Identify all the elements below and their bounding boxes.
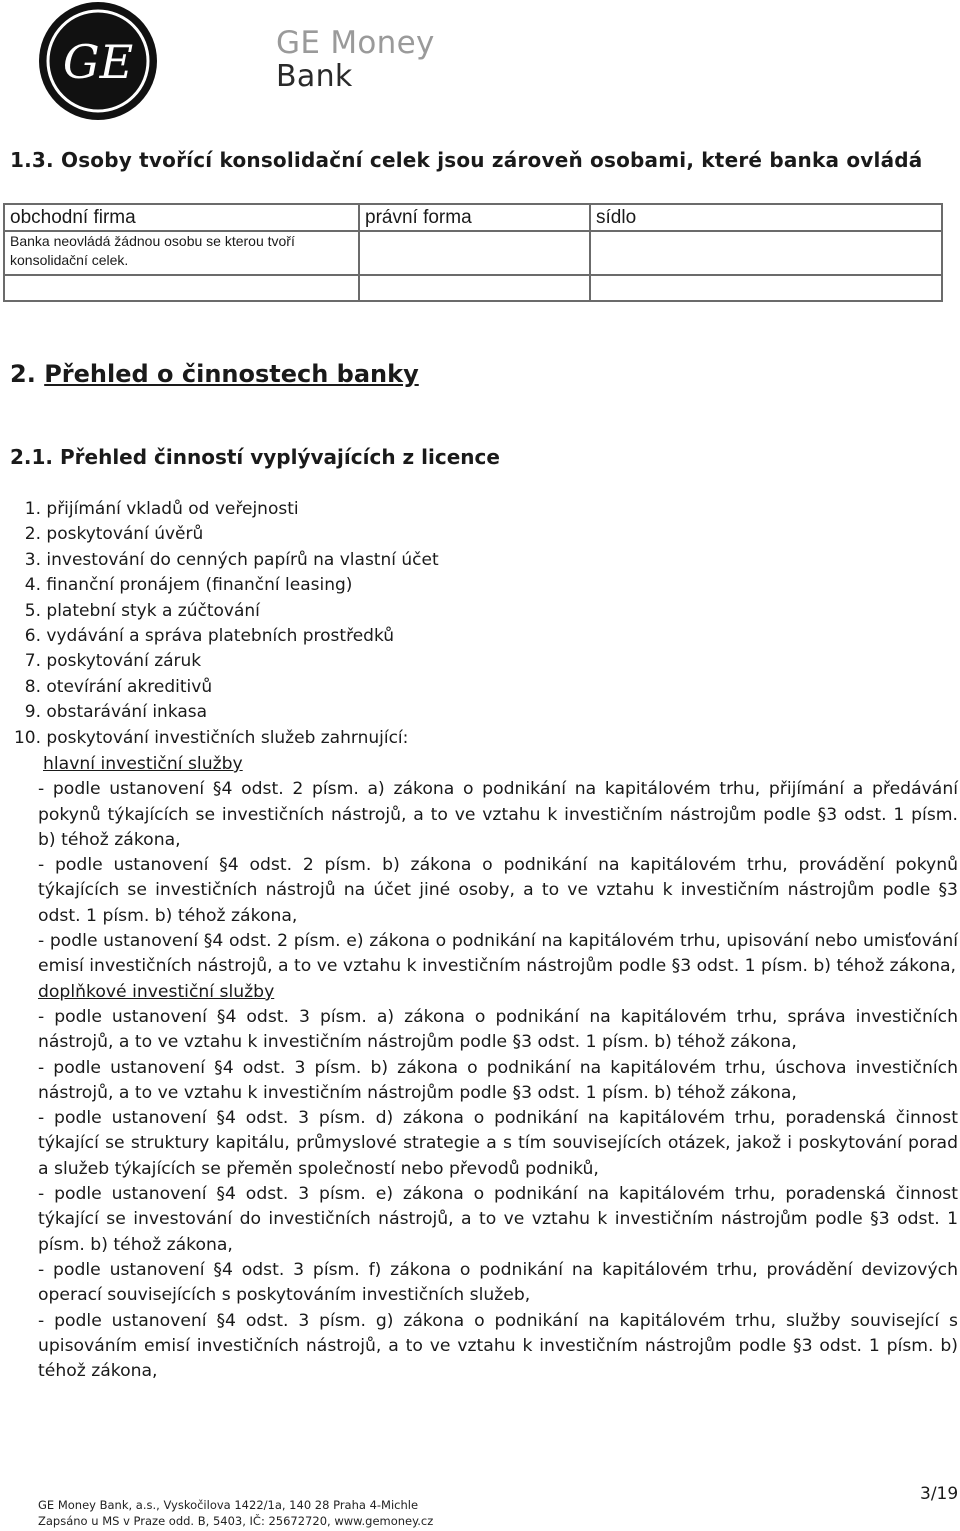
list-item: 10. poskytování investičních služeb zahrnující: [13,727,409,748]
main-services-heading: hlavní investiční služby [43,754,243,774]
list-item: 5. platební styk a zúčtování [24,600,260,621]
col-header-seat: sídlo [590,204,942,231]
col-header-company: obchodní firma [4,204,359,231]
table-cell [590,275,942,301]
service-paragraph: - podle ustanovení §4 odst. 3 písm. e) zákona o podnikání na kapitálovém trhu, poradenská činnost týkající se investování do investičních nástrojů, a to ve vztahu k investičním nástrojům podle §3 odst. 1 písm. b) téhož zákona, [38,1184,958,1255]
list-item: 1. přijímání vkladů od veřejnosti [24,499,299,519]
footer [38,1497,433,1529]
licence-list [12,497,439,751]
additional-services-heading: doplňkové investiční služby [38,981,275,1002]
list-item: 2. poskytování úvěrů [24,524,204,545]
footer-address: GE Money Bank, a.s., Vyskočilova 1422/1a, 140 28 Praha 4-Michle [38,1498,419,1512]
page-number: 3/19 [920,1484,959,1504]
section-2-number: 2. [10,360,36,388]
brand-line-2: Bank [276,59,353,94]
table-cell [590,231,942,275]
ge-logo-icon [37,0,159,122]
service-paragraph: - podle ustanovení §4 odst. 3 písm. d) zákona o podnikání na kapitálovém trhu, poradenská činnost týkající se struktury kapitálu, průmyslové strategie a s tím souvisejících otázek, jakož i poskytování porad a služeb týkajících se přeměn společností nebo převodů podniků, [38,1108,958,1179]
footer-registration: Zapsáno u MS v Praze odd. B, 5403, IČ: 25672720, www.gemoney.cz [38,1514,434,1528]
service-paragraph: - podle ustanovení §4 odst. 3 písm. f) zákona o podnikání na kapitálovém trhu, provádění devizových operací souvisejících s poskytováním investičních služeb, [38,1259,958,1306]
table-cell [4,275,359,301]
logo-text: GE [62,35,134,89]
list-item: 7. poskytování záruk [24,651,202,672]
service-paragraph: - podle ustanovení §4 odst. 3 písm. b) zákona o podnikání na kapitálovém trhu, úschova investičních nástrojů, a to ve vztahu k investičním nástrojům podle §3 odst. 1 písm. b) téhož zákona, [38,1057,958,1103]
section-2-heading: Přehled o činnostech banky [44,360,419,388]
list-item: 4. finanční pronájem (finanční leasing) [24,575,353,596]
consolidation-table [3,203,943,302]
brand-line-1: GE Money [276,25,435,61]
list-item: 8. otevírání akreditivů [24,676,213,697]
section-2-1-title: 2.1. Přehled činností vyplývajících z licence [10,445,500,469]
service-paragraph: - podle ustanovení §4 odst. 3 písm. g) zákona o podnikání na kapitálovém trhu, služby související s upisováním emisí investičních nástrojů, a to ve vztahu k investičním nástrojům podle §3 odst. 1 písm. b) téhož zákona, [38,1310,958,1382]
col-header-legal-form: právní forma [359,204,590,231]
list-item: 6. vydávání a správa platebních prostředků [24,626,395,647]
service-paragraph: - podle ustanovení §4 odst. 2 písm. b) zákona o podnikání na kapitálovém trhu, provádění pokynů týkajících se investičních nástrojů na účet jiné osoby, a to ve vztahu k investičním nástrojům podle §3 odst. 1 písm. b) téhož zákona, [38,855,958,926]
section-2-title [10,360,419,388]
list-item: 9. obstarávání inkasa [24,702,208,723]
table-cell [359,275,590,301]
service-paragraph: - podle ustanovení §4 odst. 3 písm. a) zákona o podnikání na kapitálovém trhu, správa investičních nástrojů, a to ve vztahu k investičním nástrojům podle §3 odst. 1 písm. b) téhož zákona, [38,1006,958,1053]
investment-services [38,752,958,1384]
brand-name [276,26,435,94]
list-item: 3. investování do cenných papírů na vlastní účet [24,549,439,570]
service-paragraph: - podle ustanovení §4 odst. 2 písm. a) zákona o podnikání na kapitálovém trhu, přijímání a předávání pokynů týkajících se investičních nástrojů, a to ve vztahu k investičním nástrojům podle §3 odst. 1 písm. b) téhož zákona, [38,779,958,850]
table-cell: Banka neovládá žádnou osobu se kterou tvoří konsolidační celek. [4,231,359,275]
table-cell [359,231,590,275]
section-1-3-title: 1.3. Osoby tvořící konsolidační celek jsou zároveň osobami, které banka ovládá [10,148,923,172]
service-paragraph: - podle ustanovení §4 odst. 2 písm. e) zákona o podnikání na kapitálovém trhu, upisování nebo umisťování emisí investičních nástrojů, a to ve vztahu k investičním nástrojům podle §3 odst. 1 písm. b) téhož zákona, [38,931,958,977]
